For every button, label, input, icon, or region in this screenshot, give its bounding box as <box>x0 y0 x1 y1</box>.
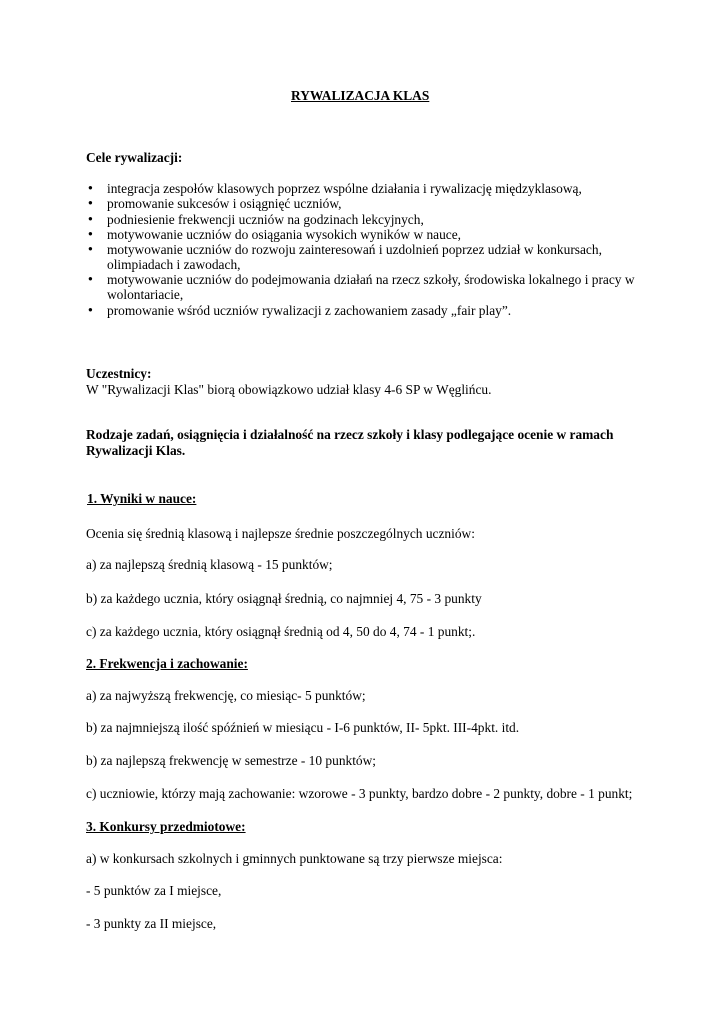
goal-item: motywowanie uczniów do podejmowania działań na rzecz szkoły, środowiska lokalnego i pracy w <box>107 272 635 287</box>
goal-item: motywowanie uczniów do osiągania wysokich wyników w nauce, <box>107 227 462 242</box>
section3-item: a) w konkursach szkolnych i gminnych punktowane są trzy pierwsze miejsca: <box>86 851 503 866</box>
section1-item: a) za najlepszą średnią klasową - 15 punktów; <box>86 557 333 572</box>
participants-text: W "Rywalizacji Klas" biorą obowiązkowo udział klasy 4-6 SP w Węglińcu. <box>86 382 492 397</box>
bullet-marker: ● <box>88 274 93 283</box>
section3-item: - 5 punktów za I miejsce, <box>86 883 222 898</box>
goal-item: promowanie sukcesów i osiągnięć uczniów, <box>107 196 342 211</box>
bullet-marker: ● <box>88 305 93 314</box>
goal-item: podniesienie frekwencji uczniów na godzinach lekcyjnych, <box>107 212 424 227</box>
section3-heading: 3. Konkursy przedmiotowe: <box>86 819 246 834</box>
participants-heading: Uczestnicy: <box>86 366 152 381</box>
section3-item: - 3 punkty za II miejsce, <box>86 916 217 931</box>
tasks-heading-line2: Rywalizacji Klas. <box>86 443 186 458</box>
goals-heading: Cele rywalizacji: <box>86 150 183 165</box>
bullet-marker: ● <box>88 244 93 253</box>
goal-item: motywowanie uczniów do rozwoju zainteresowań i uzdolnień poprzez udział w konkursach, <box>107 242 602 257</box>
bullet-marker: ● <box>88 183 93 192</box>
section1-heading: 1. Wyniki w nauce: <box>87 491 197 506</box>
bullet-marker: ● <box>88 229 93 238</box>
section2-item: b) za najlepszą frekwencję w semestrze - 10 punktów; <box>86 753 377 768</box>
goal-item-continuation: olimpiadach i zawodach, <box>107 257 241 272</box>
section2-heading: 2. Frekwencja i zachowanie: <box>86 656 248 671</box>
goal-item: integracja zespołów klasowych poprzez wspólne działania i rywalizację międzyklasową, <box>107 181 582 196</box>
section1-item: c) za każdego ucznia, który osiągnął średnią od 4, 50 do 4, 74 - 1 punkt;. <box>86 624 476 639</box>
bullet-marker: ● <box>88 214 93 223</box>
bullet-marker: ● <box>88 198 93 207</box>
section1-item: b) za każdego ucznia, który osiągnął średnią, co najmniej 4, 75 - 3 punkty <box>86 591 482 606</box>
section1-intro: Ocenia się średnią klasową i najlepsze średnie poszczególnych uczniów: <box>86 526 475 541</box>
document-title: RYWALIZACJA KLAS <box>291 88 430 103</box>
section2-item: b) za najmniejszą ilość spóźnień w miesiącu - I-6 punktów, II- 5pkt. III-4pkt. itd. <box>86 720 520 735</box>
tasks-heading-line1: Rodzaje zadań, osiągnięcia i działalność na rzecz szkoły i klasy podlegające ocenie w ramach <box>86 427 614 442</box>
section2-item: c) uczniowie, którzy mają zachowanie: wzorowe - 3 punkty, bardzo dobre - 2 punkty, dobre - 1 punkt; <box>86 786 633 801</box>
section2-item: a) za najwyższą frekwencję, co miesiąc- 5 punktów; <box>86 688 366 703</box>
goal-item: promowanie wśród uczniów rywalizacji z zachowaniem zasady „fair play”. <box>107 303 512 318</box>
goal-item-continuation: wolontariacie, <box>107 287 184 302</box>
